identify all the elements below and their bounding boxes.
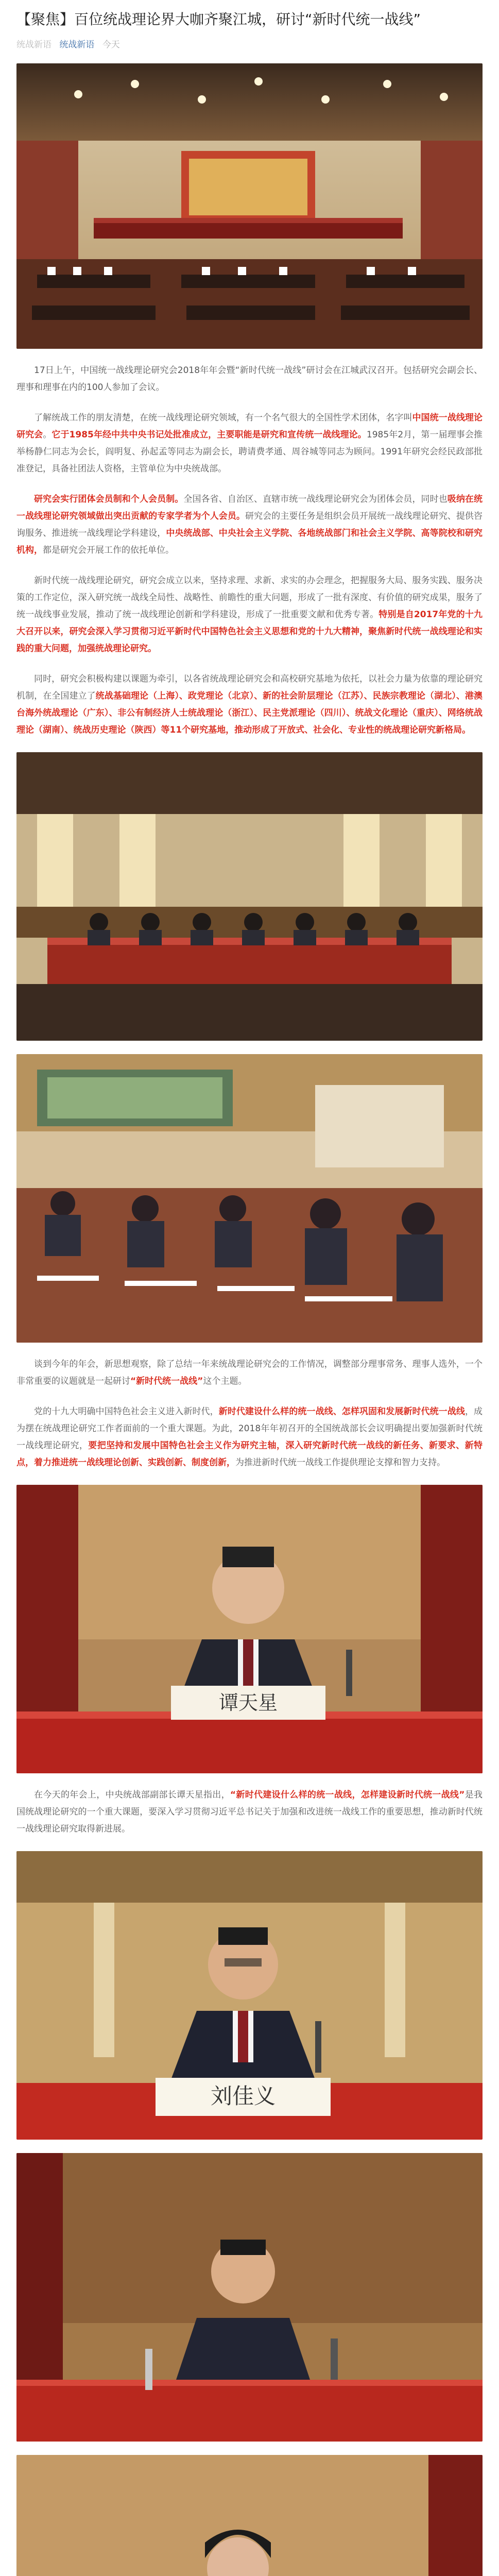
meta-source: 统战新语 xyxy=(16,40,51,50)
speaker-3-image xyxy=(16,2153,483,2442)
meta-date: 今天 xyxy=(102,40,120,50)
conference-hall-image xyxy=(16,63,483,349)
nameplate-text-2: 刘佳义 xyxy=(210,2083,276,2109)
paragraph-2: 了解统战工作的朋友清楚，在统一战线理论研究领域，有一个名气很大的全国性学术团体，名字叫中国统一战线理论研究会。它于1985年经中共中央书记处批准成立，主要职能是研究和宣传统一战线理论。1985年2月，第一届理事会推举杨静仁同志为会长，阎明复、孙起孟等同志为副会长，聘请费孝通、周谷城等同志为顾问。1991年研究会经民政部批准登记，具备社团法人资格，主管单位为中央统战部。 xyxy=(16,413,483,474)
conference-hall-photo xyxy=(16,63,483,349)
meta-author-link[interactable]: 统战新语 xyxy=(59,40,95,50)
delegates-photo xyxy=(16,1054,483,1343)
rostrum-photo xyxy=(16,752,483,1041)
nameplate-text-1: 谭天星 xyxy=(218,1691,278,1714)
speaker-1-photo xyxy=(16,1485,483,1773)
speaker-2-photo xyxy=(16,1851,483,2140)
article-meta xyxy=(16,37,483,50)
speaker-4-image xyxy=(16,2455,483,2576)
paragraph-7: 党的十九大明确中国特色社会主义进入新时代，新时代建设什么样的统一战线、怎样巩固和发展新时代统一战线，成为摆在统战理论研究工作者面前的一个重大课题。为此，2018年年初召开的全国统战部长会议明确提出要加强新时代统一战线理论研究，要把坚持和发展中国特色社会主义作为研究主轴，深入研究新时代统一战线的新任务、新要求、新特点，着力推进统一战线理论创新、实践创新、制度创新，为推进新时代统一战线工作提供理论支撑和智力支持。 xyxy=(16,1406,483,1468)
paragraph-8: 在今天的年会上，中央统战部副部长谭天星指出，“新时代建设什么样的统一战线，怎样建设新时代统一战线”是我国统战理论研究的一个重大课题，要深入学习贯彻习近平总书记关于加强和改进统一战线工作的重要思想，推动新时代统一战线理论研究取得新进展。 xyxy=(16,1790,483,1834)
paragraph-5: 同时，研究会积极构建以课题为牵引，以各省统战理论研究会和高校研究基地为依托，以社会力量为依靠的理论研究机制，在全国建立了统战基础理论（上海）、政党理论（北京）、新的社会阶层理论（江苏）、民族宗教理论（湖北）、港澳台海外统战理论（广东）、非公有制经济人士统战理论（浙江）、民主党派理论（四川）、统战文化理论（重庆）、网络统战理论（湖南）、统战历史理论（陕西）等11个研究基地，推动形成了开放式、社会化、专业性的统战理论研究新格局。 xyxy=(16,674,483,735)
speaker-2-image xyxy=(16,1851,483,2140)
paragraph-3: 研究会实行团体会员制和个人会员制。全国各省、自治区、直辖市统一战线理论研究会为团体会员，同时也吸纳在统一战线理论研究领域做出突出贡献的专家学者为个人会员。研究会的主要任务是组织会员开展统一战线理论研究、提供咨询服务、推进统一战线理论学科建设，中央统战部、中央社会主义学院、各地统战部门和社会主义学院、高等院校和研究机构，都是研究会开展工作的依托单位。 xyxy=(16,494,483,555)
article xyxy=(16,0,483,2576)
rostrum-image xyxy=(16,752,483,1041)
speaker-3-photo xyxy=(16,2153,483,2442)
speaker-1-image xyxy=(16,1485,483,1773)
paragraph-1: 17日上午，中国统一战线理论研究会2018年年会暨“新时代统一战线”研讨会在江城武汉召开。包括研究会副会长、理事和理事在内的100人参加了会议。 xyxy=(16,365,483,393)
paragraph-6: 谈到今年的年会，新思想观察，除了总结一年来统战理论研究会的工作情况，调整部分理事常务、理事人选外，一个非常重要的议题就是一起研讨“新时代统一战线”这个主题。 xyxy=(16,1359,483,1386)
speaker-4-photo xyxy=(16,2455,483,2576)
article-title: 【聚焦】百位统战理论界大咖齐聚江城，研讨“新时代统一战线” xyxy=(16,11,421,28)
delegates-image xyxy=(16,1054,483,1343)
paragraph-4: 新时代统一战线理论研究，研究会成立以来，坚持求理、求新、求实的办会理念，把握服务大局、服务实践、服务决策的工作定位，深入研究统一战线全局性、战略性、前瞻性的重大问题，形成了一批有深度、有价值的研究成果，服务了统一战线事业发展，推动了统一战线理论创新和学科建设，形成了一批重要文献和优秀专著。特别是自2017年党的十九大召开以来，研究会深入学习贯彻习近平新时代中国特色社会主义思想和党的十九大精神，聚焦新时代统一战线理论和实践的重大问题，加强统战理论研究。 xyxy=(16,575,483,654)
